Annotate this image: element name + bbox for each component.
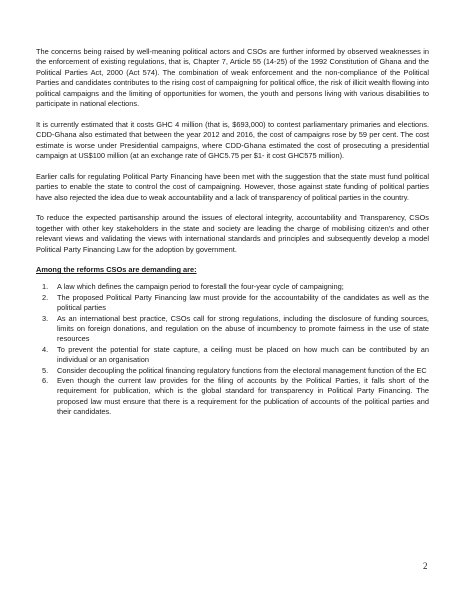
page-content — [36, 47, 429, 418]
list-item-text: Even though the current law provides for the filing of accounts by the Political Parties, it falls short of the requirement for publication, which is the global standard for transparency in Political Party Financing. The proposed law must ensure that there is a requirement for the publication of accounts of the political parties and their candidates. — [57, 376, 429, 417]
list-item-text: To prevent the potential for state capture, a ceiling must be placed on how much can be contributed by an individual or an organisation — [57, 344, 429, 365]
reforms-list — [36, 282, 429, 417]
list-item — [36, 282, 429, 292]
list-item — [36, 366, 429, 376]
list-item-number: 3. — [42, 313, 49, 323]
list-item-number: 1. — [42, 282, 49, 292]
list-item-number: 2. — [42, 292, 49, 302]
paragraph-state-funding: Earlier calls for regulating Political Party Financing have been met with the suggestion that the state must fund political parties to enable the state to control the cost of campaigning. However, those against state funding of political parties have also rejected the idea due to weak accountability and a lack of transparency of political parties in the country. — [36, 171, 429, 202]
list-item-number: 6. — [42, 376, 49, 386]
list-item-text: As an international best practice, CSOs call for strong regulations, including the disclosure of funding sources, limits on foreign donations, and regulation on the abuse of incumbency to promote fairness in the use of state resources — [57, 313, 429, 344]
page-number: 2 — [423, 561, 428, 571]
list-item-text: Consider decoupling the political financing regulatory functions from the electoral management function of the EC — [57, 365, 427, 375]
list-item — [36, 345, 429, 366]
list-item-number: 4. — [42, 344, 49, 354]
list-item — [36, 376, 429, 418]
list-item — [36, 293, 429, 314]
paragraph-enforcement-weaknesses: The concerns being raised by well-meaning political actors and CSOs are further informed by observed weaknesses in the enforcement of existing regulations, that is, Chapter 7, Article 55 (14-25) of the 1992 Constitution of Ghana and the Political Parties Act, 2000 (Act 574). The combination of weak enforcement and the non-compliance of the Political Parties and candidates contributes to the rising cost of campaigning for political office, the risk of illicit wealth flowing into political campaigns and the limiting of opportunities for women, the youth and persons living with various disabilities to participate in national elections. — [36, 47, 430, 109]
list-item-text: The proposed Political Party Financing law must provide for the accountability of the candidates as well as the political parties — [57, 292, 429, 313]
list-item-number: 5. — [42, 365, 49, 375]
list-item — [36, 314, 429, 345]
paragraph-partisanship: To reduce the expected partisanship around the issues of electoral integrity, accountability and Transparency, CSOs together with other key stakeholders in the state and society are leading the charge of mobilising citizen’s and other relevant views and validating the views with international standards and principles and subsequently develop a model Political Party Financing Law for the adoption by government. — [36, 213, 429, 254]
list-item-text: A law which defines the campaign period to forestall the four-year cycle of campaigning; — [57, 282, 344, 292]
paragraph-campaign-costs: It is currently estimated that it costs GHC 4 million (that is, $693,000) to contest parliamentary primaries and elections. CDD-Ghana also estimated that between the year 2012 and 2016, the cost of campaigns rose by 59 per cent. The cost estimate is worse under Presidential campaigns, where CDD-Ghana estimated the cost of prosecuting a presidential campaign at US$100 million (at an exchange rate of GHC5.75 per $1- it cost GHC575 million). — [36, 119, 429, 161]
reforms-heading: Among the reforms CSOs are demanding are: — [36, 265, 197, 275]
